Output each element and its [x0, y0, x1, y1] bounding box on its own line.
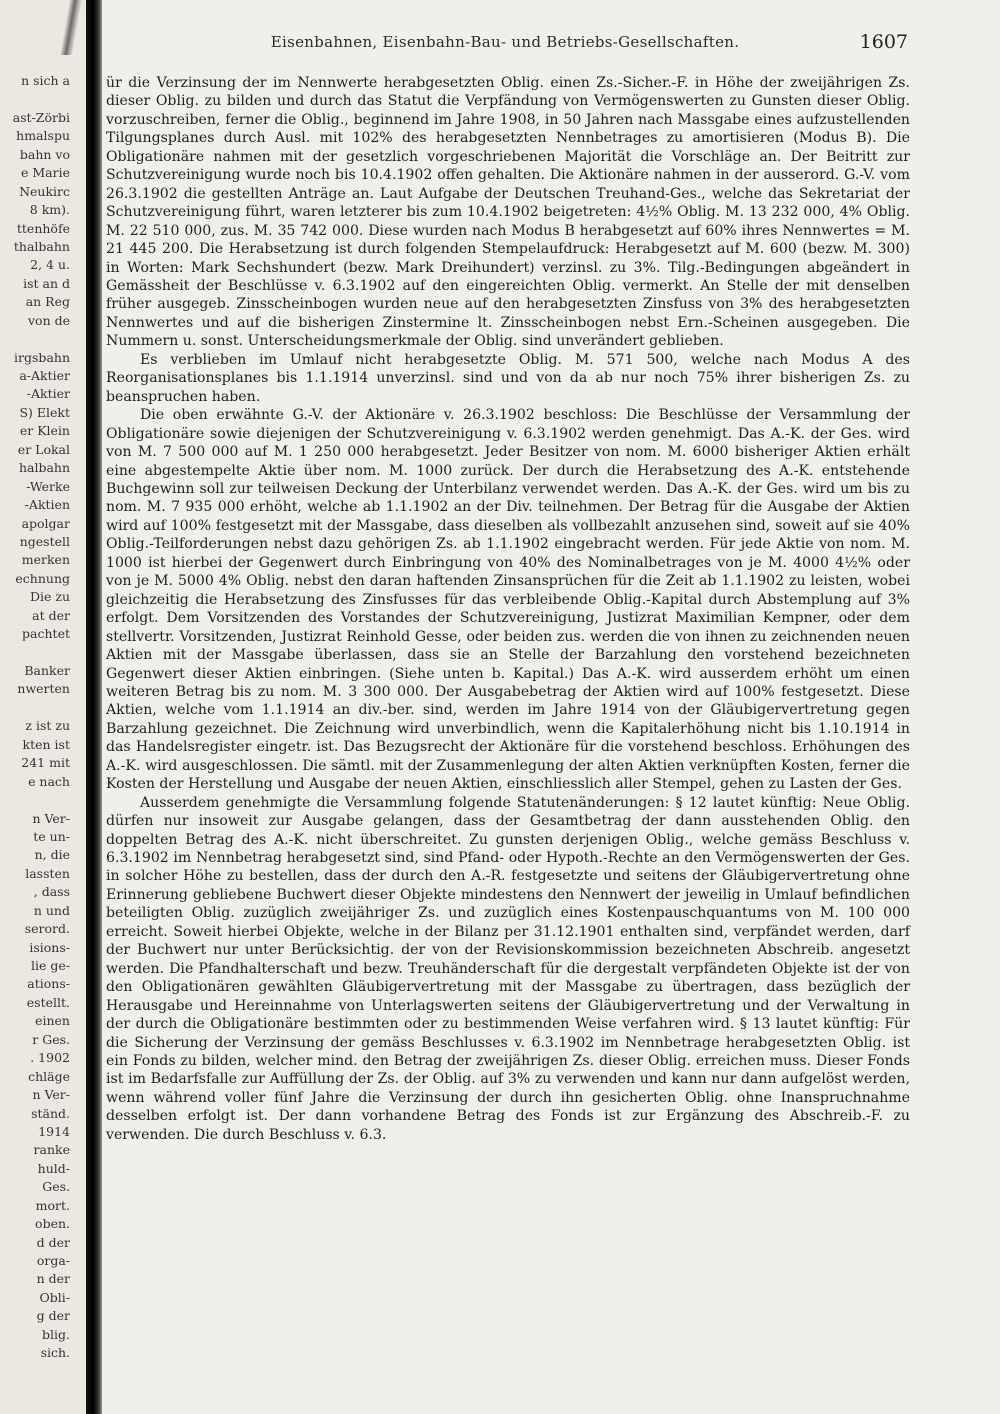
facing-page-line: ttenhöfe [16, 220, 70, 236]
facing-page-line: , dass [33, 884, 70, 900]
facing-page-line: lie ge- [31, 958, 70, 973]
facing-page-line: Ges. [42, 1179, 70, 1195]
facing-page-line: ast-Zörbi [12, 109, 70, 125]
facing-page-line: sich. [40, 1345, 70, 1361]
facing-page-line: lassten [25, 865, 70, 881]
facing-page-line: apolgar [21, 515, 70, 531]
facing-page-line: ations- [27, 976, 70, 992]
page-header [102, 33, 908, 55]
facing-page-line: a-Aktier [19, 368, 70, 383]
facing-page-line: 1914 [38, 1123, 70, 1139]
facing-page-line: serord. [24, 921, 70, 937]
running-title: Eisenbahnen, Eisenbahn-Bau- und Betriebs-Gesellschaften. [270, 33, 740, 51]
facing-page-text [0, 72, 70, 1363]
facing-page-line: ist an d [23, 275, 70, 291]
facing-page-line: S) Elekt [19, 404, 70, 420]
page-body [106, 74, 910, 1144]
facing-page-line: 241 mit [21, 755, 70, 771]
facing-page-line: Die zu [29, 589, 70, 605]
facing-page-line: e nach [28, 773, 70, 789]
facing-page-line: thalbahn [13, 238, 70, 254]
facing-page-line: n, die [34, 847, 70, 863]
facing-page-line: nwerten [17, 681, 70, 697]
facing-page-line [0, 90, 70, 108]
facing-page-line: irgsbahn [14, 349, 70, 365]
facing-page-line: g der [36, 1308, 70, 1324]
facing-page-line: von de [27, 312, 70, 328]
facing-page-line: te un- [33, 828, 70, 844]
facing-page-line: er Lokal [17, 441, 70, 457]
paragraph: Es verblieben im Umlauf nicht herabgesetzte Oblig. M. 571 500, welche nach Modus A des Reorganisationsplanes bis 1.1.1914 unverzinsl. sind und von da ab nur noch 75% ihrer bisherigen Zs. zu beanspruchen haben. [106, 351, 910, 405]
facing-page-line: merken [21, 552, 70, 568]
facing-page-line [0, 644, 70, 662]
facing-page-line: 2, 4 u. [30, 257, 70, 273]
facing-page-line: mort. [35, 1197, 70, 1213]
book-spine [86, 0, 102, 1414]
facing-page-line: n Ver- [32, 810, 70, 826]
facing-page-line: -Aktien [24, 497, 70, 513]
facing-page-line: at der [32, 607, 70, 623]
facing-page-line: an Reg [25, 294, 70, 310]
facing-page-line: isions- [29, 939, 70, 955]
facing-page-line: huld- [37, 1160, 70, 1176]
facing-page-line: einen [35, 1013, 70, 1029]
facing-page-line: Obli- [39, 1289, 70, 1305]
paragraph: Die oben erwähnte G.-V. der Aktionäre v. 26.3.1902 beschloss: Die Beschlüsse der Versammlung der Obligationäre sowie diejenigen der Schutzvereinigung v. 6.3.1902 werden genehmigt. Das A.-K. der Ges. wird von M. 7 500 000 auf M. 1 250 000 herabgesetzt. Jeder Besitzer von nom. M. 6000 bisheriger Aktien erhält eine abgestempelte Aktie über nom. M. 1000 zurück. Der durch die Herabsetzung des A.-K. entstehende Buchgewinn soll zur teilweisen Deckung der Unterbilanz verwendet werden. Das A.-K. der Ges. wird um bis zu nom. M. 7 935 000 erhöht, welche ab 1.1.1902 an der Div. teilnehmen. Der Betrag für die Ausgabe der Aktien wird auf 100% festgesetzt mit der Massgabe, dass dieselben als vollbezahlt anzusehen sind, soweit auf sie 40% Oblig.-Teilforderungen nebst dazu gehörigen Zs. ab 1.1.1902 eingebracht werden. Für jede Aktie von nom. M. 1000 ist hierbei der Gegenwert durch Einbringung von 40% des Nominalbetrages von je M. 4000 4½% oder von je M. 5000 4% Oblig. nebst den daran haftenden Zinsansprüchen für die Zeit ab 1.1.1902 zu leisten, wobei gleichzeitig die Herabsetzung des Zinsfusses für das verbleibende Oblig.-Kapital durch Abstemplung auf 3% erfolgt. Dem Vorsitzenden des Vorstandes der Schutzvereinigung, Justizrat Maximilian Kempner, oder dem stellvertr. Vorsitzenden, Justizrat Reinhold Gesse, oder beiden zus. werden die von ihnen zu zeichnenden neuen Aktien mit der Massgabe überlassen, dass sie an Stelle der Barzahlung den vorstehend bezeichneten Gegenwert dieser Aktien einbringen. (Siehe unten b. Kapital.) Das A.-K. wird ausserdem erhöht um einen weiteren Betrag bis zu nom. M. 3 300 000. Der Ausgabebetrag der Aktien wird auf 100% festgesetzt. Diese Aktien, welche vom 1.1.1914 an div.-ber. sind, werden im Jahre 1914 von der Gläubigervertretung gegen Barzahlung gezeichnet. Die Zeichnung wird unverbindlich, wenn die Kapitalerhöhung nicht bis 1.10.1914 in das Handelsregister eingetr. ist. Das Bezugsrecht der Aktionäre für die vorstehend beschloss. Erhöhungen des A.-K. wird ausgeschlossen. Die sämtl. mit der Zusammenlegung der alten Aktien verknüpften Kosten, ferner die Kosten der Herstellung und Ausgabe der neuen Aktien, einschliesslich aller Stempel, gehen zu Lasten der Ges. [106, 407, 910, 793]
paragraph: Ausserdem genehmigte die Versammlung folgende Statutenänderungen: § 12 lautet künftig: Neue Oblig. dürfen nur insoweit zur Ausgabe gelangen, dass der Gesamtbetrag der dann ausstehenden Oblig. den doppelten Betrag des A.-K. nicht überschreitet. Zu gunsten derjenigen Oblig., welche gemäss Beschluss v. 6.3.1902 im Nennbetrag herabgesetzt sind, sind Pfand- oder Hypoth.-Rechte an den Vermögenswerten der Ges. in solcher Höhe zu bestellen, dass der durch den A.-R. festgesetzte und seitens der Gläubigervertretung ohne Erinnerung gebliebene Buchwert dieser Objekte mindestens den Nennwert der jeweilig in Umlauf befindlichen beteiligten Oblig. zuzüglich zweijähriger Zs. und zuzüglich eines Kostenpauschquantums von M. 100 000 erreicht. Soweit hierbei Objekte, welche in der Bilanz per 31.12.1901 enthalten sind, verpfändet werden, darf der Buchwert nur unter Berücksichtig. der von der Revisionskommission bezeichneten Abschreib. angesetzt werden. Die Pfandhalterschaft und bezw. Treuhänderschaft für die dergestalt verpfändeten Objekte ist der von den Obligationären gewählten Gläubigervertretung mit der Massgabe zu übertragen, dass bezüglich der Herausgabe und Hereinnahme von Unterlagswerten seitens der Gläubigervertretung und der Verwaltung in der durch die Obligationäre bestimmten oder zu bestimmenden Weise verfahren wird. § 13 lautet künftig: Für die Sicherung der Verzinsung der gemäss Beschlusses v. 6.3.1902 im Nennbetrage herabgesetzten Oblig. ist ein Fonds zu bilden, welcher mind. den Betrag der zweijährigen Zs. dieser Oblig. erreichen muss. Dieser Fonds ist im Bedarfsfalle zur Auffüllung der Zs. der Oblig. auf 3% zu verwenden und kann nur dann aufgelöst werden, wenn während voller fünf Jahre die Verzinsung der durch ihn gesicherten Oblig. ohne Inanspruchnahme desselben erfolgt ist. Der dann vorhandene Betrag des Fonds ist zur Ergänzung des Abschreib.-F. zu verwenden. Die durch Beschluss v. 6.3. [106, 794, 910, 1143]
facing-page-line: 8 km). [29, 202, 70, 218]
facing-page-line: Neukirc [19, 183, 70, 199]
facing-page-line: -Werke [26, 478, 70, 494]
facing-page-line [0, 330, 70, 348]
facing-page-gutter [0, 0, 88, 1414]
facing-page-line: ngestell [19, 533, 70, 549]
facing-page-line: chläge [28, 1068, 70, 1084]
facing-page-line: estellt. [26, 994, 70, 1010]
facing-page-line: er Klein [19, 423, 70, 439]
facing-page-line: oben. [35, 1216, 70, 1232]
facing-page-line: r Ges. [32, 1031, 70, 1047]
facing-page-line: d der [36, 1234, 70, 1250]
facing-page-line: echnung [15, 570, 70, 586]
page-fold [60, 0, 82, 55]
facing-page-line: ranke [33, 1142, 70, 1158]
facing-page-line: n sich a [21, 73, 70, 88]
facing-page-line: Banker [24, 663, 70, 678]
facing-page-line: z ist zu [25, 718, 70, 734]
facing-page-line: blig. [42, 1326, 70, 1342]
facing-page-line: hmalspu [16, 128, 70, 144]
facing-page-line: . 1902 [30, 1050, 70, 1066]
facing-page-line [0, 699, 70, 717]
facing-page-line: bahn vo [19, 146, 70, 162]
facing-page-line: pachtet [22, 626, 70, 642]
facing-page-line: n Ver- [32, 1087, 70, 1103]
facing-page-line: -Aktier [26, 386, 70, 402]
facing-page-line: n der [36, 1271, 70, 1287]
paragraph: ür die Verzinsung der im Nennwerte herabgesetzten Oblig. einen Zs.-Sicher.-F. in Höhe der zweijährigen Zs. dieser Oblig. zu bilden und durch das Statut die Verpfändung von Vermögenswerten zu Gunsten dieser Oblig. vorzuschreiben, ferner die Oblig., beginnend im Jahre 1908, in 50 Jahren nach Massgabe eines aufzustellenden Tilgungsplanes durch Ausl. mit 102% des herabgesetzten Nennbetrages zu amortisieren (Modus B). Die Obligationäre nahmen mit der gesetzlich vorgeschriebenen Majorität die Vorschläge an. Der Beitritt zur Schutzvereinigung wurde noch bis 10.4.1902 offen gehalten. Die Aktionäre nahmen in der ausserord. G.-V. vom 26.3.1902 die gestellten Anträge an. Laut Aufgabe der Deutschen Treuhand-Ges., welche das Sekretariat der Schutzvereinigung führt, waren letzterer bis zum 10.4.1902 beigetreten: 4½% Oblig. M. 13 232 000, 4% Oblig. M. 22 510 000, zus. M. 35 742 000. Diese wurden nach Modus B herabgesetzt auf 60% ihres Nennwertes = M. 21 445 200. Die Herabsetzung ist durch folgenden Stempelaufdruck: Herabgesetzt auf M. 600 (bezw. M. 300) in Worten: Mark Sechshundert (bezw. Mark Dreihundert) verzinsl. zu 3%. Tilg.-Bedingungen abgeändert in Gemässheit der Beschlüsse v. 6.3.1902 auf den eingereichten Oblig. vermerkt. An Stelle der mit denselben früher ausgegeb. Zinsscheinbogen wurden neue auf den herabgesetzten Zinsfuss von 3% des herabgesetzten Nennwertes und auf die bisherigen Zinstermine lt. Zinsscheinbogen nebst Ern.-Scheinen ausgegeben. Die Nummern u. sonst. Unterscheidungsmerkmale der Oblig. sind unverändert geblieben. [106, 75, 910, 350]
facing-page-line: e Marie [21, 165, 70, 181]
facing-page-line: orga- [36, 1253, 70, 1268]
facing-page-line: kten ist [22, 736, 70, 752]
facing-page-line [0, 791, 70, 809]
page-number: 1607 [859, 31, 908, 53]
facing-page-line: ständ. [31, 1105, 70, 1121]
facing-page-line: halbahn [18, 460, 70, 476]
facing-page-line: n und [33, 902, 70, 918]
